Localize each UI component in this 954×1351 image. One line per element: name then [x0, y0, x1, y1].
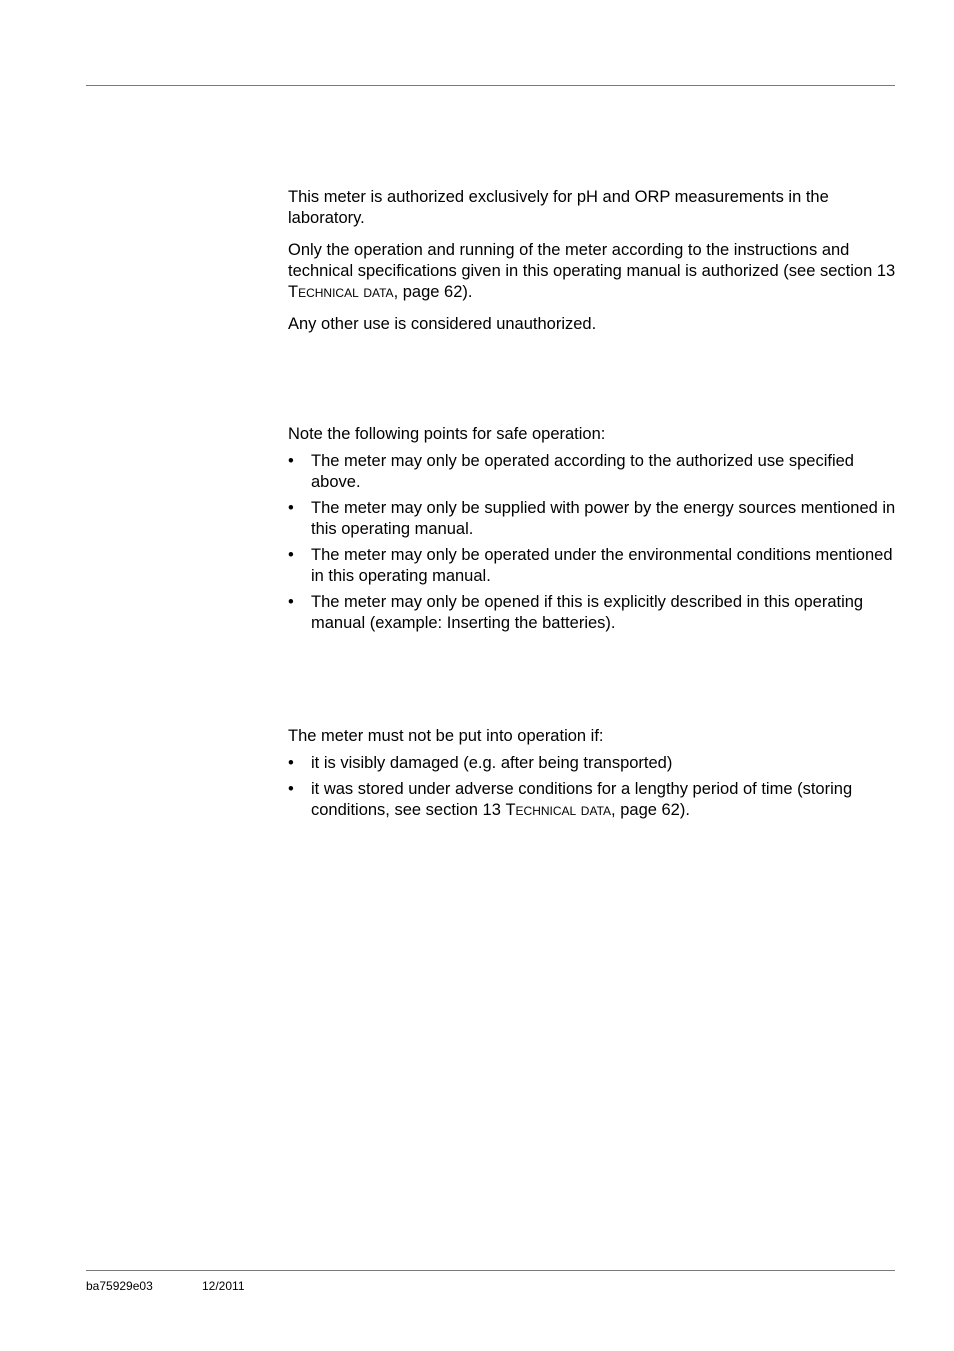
spec-text: Only the operation and running of the meter according to the instructions and technical specifications given in this operating manual is authorized (see section 13 [288, 241, 896, 280]
list-item [288, 779, 898, 821]
page-body [288, 187, 898, 826]
list-item-text: The meter may only be opened if this is explicitly described in this operating manual (example: Inserting the batteries). [311, 593, 864, 632]
header-rule [86, 85, 895, 86]
unsafe-operation-list [288, 753, 898, 821]
list-item-text: The meter may only be supplied with power by the energy sources mentioned in this operating manual. [311, 499, 896, 538]
list-item-text: The meter may only be operated according to the authorized use specified above. [311, 452, 854, 491]
section-spacer [288, 639, 898, 726]
footer-date: 12/2011 [202, 1279, 245, 1293]
storage-page-ref: , page 62). [611, 801, 690, 819]
list-item [288, 592, 898, 634]
authorized-use-spec-paragraph [288, 240, 898, 303]
bullet: • [288, 452, 294, 470]
authorized-use-paragraph: This meter is authorized exclusively for pH and ORP measurements in the laboratory. [288, 188, 829, 227]
spec-page-ref: , page 62). [393, 283, 473, 301]
storage-text: it was stored under adverse conditions for a lengthy period of time (storing conditions, see section 13 [311, 780, 853, 819]
bullet: • [288, 754, 294, 772]
bullet: • [288, 593, 294, 611]
bullet: • [288, 546, 294, 564]
safe-operation-section [288, 424, 898, 634]
technical-data-reference: Technical data [288, 283, 394, 301]
list-item-text: it is visibly damaged (e.g. after being transported) [311, 754, 673, 772]
section-spacer [288, 335, 898, 424]
unsafe-operation-section [288, 726, 898, 821]
safe-operation-intro: Note the following points for safe operation: [288, 425, 606, 443]
list-item-text: The meter may only be operated under the environmental conditions mentioned in this operating manual. [311, 546, 893, 585]
list-item [288, 451, 898, 493]
safe-operation-list [288, 451, 898, 634]
unauthorized-note: Any other use is considered unauthorized. [288, 315, 597, 333]
unsafe-operation-intro: The meter must not be put into operation if: [288, 727, 604, 745]
bullet: • [288, 499, 294, 517]
list-item [288, 498, 898, 540]
list-item [288, 753, 898, 774]
authorized-use-section [288, 187, 898, 335]
bullet: • [288, 780, 294, 798]
list-item [288, 545, 898, 587]
list-item-text [311, 780, 852, 819]
footer-rule [86, 1270, 895, 1271]
technical-data-reference: Technical data [505, 801, 612, 819]
footer-doc-number: ba75929e03 [86, 1279, 153, 1293]
